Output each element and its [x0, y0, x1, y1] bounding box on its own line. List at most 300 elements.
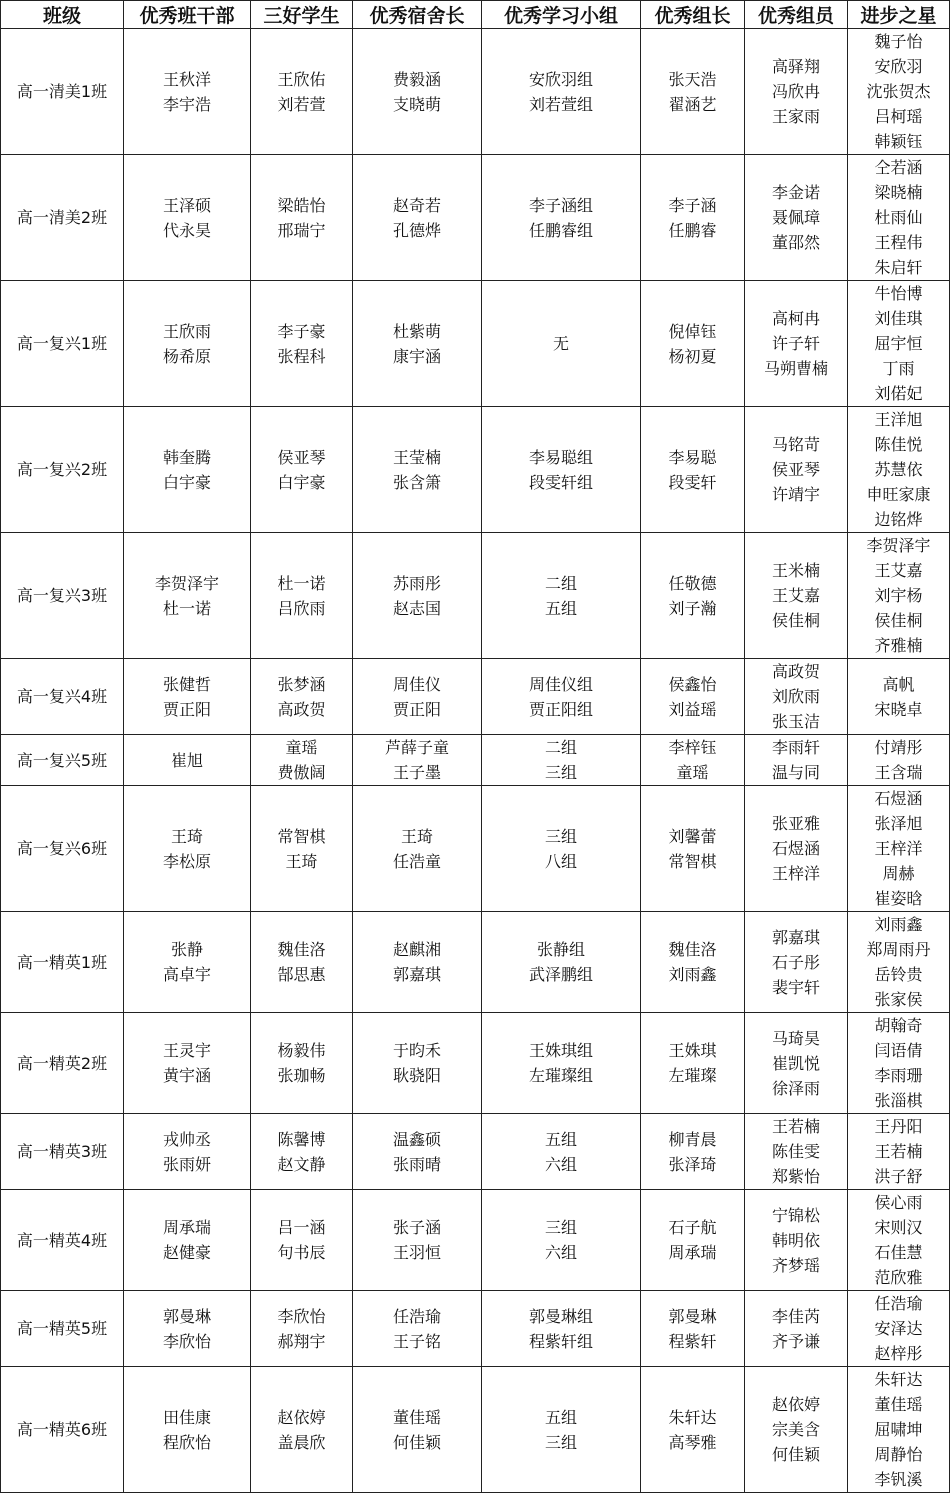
name-entry: 王梓洋: [874, 839, 923, 858]
cadre-cell: [124, 281, 251, 407]
name-entry: 于昀禾: [392, 1041, 441, 1060]
group-member-cell: [745, 155, 848, 281]
name-entry: 侯佳桐: [874, 611, 923, 630]
progress-star-cell: [848, 659, 950, 735]
class-name-cell: 高一复兴5班: [1, 735, 124, 786]
name-entry: 张健哲: [162, 674, 211, 694]
name-entry: 郜思惠: [277, 965, 326, 984]
name-entry: 王家雨: [771, 107, 820, 126]
name-entry: 李子豪: [277, 321, 326, 341]
class-name-cell: 高一复兴6班: [1, 786, 124, 912]
name-entry: 三组: [544, 826, 577, 846]
name-entry: 李易聪: [668, 447, 717, 467]
name-entry: 杜一诺: [277, 573, 326, 593]
name-entry: 田佳康: [162, 1407, 211, 1427]
name-entry: 董佳瑶: [392, 1407, 441, 1427]
name-entry: 石子彤: [771, 952, 820, 972]
name-entry: 王梓洋: [771, 864, 820, 883]
dorm-leader-cell: [353, 281, 482, 407]
name-entry: 无: [552, 334, 569, 353]
cadre-cell: [124, 659, 251, 735]
group-member-cell: [745, 407, 848, 533]
name-entry: 李雨珊: [874, 1066, 923, 1085]
name-entry: 三组: [544, 1218, 577, 1237]
name-entry: 贾正阳: [392, 699, 441, 719]
name-entry: 王洋旭: [874, 410, 923, 429]
name-entry: 齐雅楠: [874, 636, 923, 655]
name-entry: 张静组: [536, 940, 585, 959]
dorm-leader-cell: [353, 735, 482, 786]
name-entry: 崔姿晗: [874, 889, 923, 908]
group-leader-cell: [641, 1291, 745, 1367]
name-entry: 刘若萱组: [528, 94, 593, 114]
name-entry: 张天浩: [668, 69, 717, 89]
name-entry: 王琦: [400, 826, 433, 846]
name-entry: 五组: [544, 598, 577, 618]
name-entry: 王秋洋: [162, 69, 211, 89]
cadre-cell: [124, 912, 251, 1013]
cadre-cell: [124, 407, 251, 533]
study-group-cell: [482, 786, 641, 912]
header-merit-student: 三好学生: [251, 1, 353, 29]
name-entry: 陈佳悦: [874, 435, 923, 454]
name-entry: 任鹏睿组: [528, 220, 593, 240]
name-entry: 费毅涵: [392, 69, 441, 89]
group-leader-cell: [641, 659, 745, 735]
name-entry: 赵依婷: [771, 1395, 820, 1414]
name-entry: 童瑶: [285, 738, 318, 757]
name-entry: 郝翔宇: [277, 1331, 326, 1351]
class-name-cell: 高一精英4班: [1, 1190, 124, 1291]
name-entry: 杜一诺: [162, 598, 211, 618]
name-entry: 安欣羽组: [528, 69, 593, 89]
name-entry: 侯亚琴: [771, 460, 820, 479]
name-entry: 段雯轩组: [528, 472, 593, 492]
name-entry: 段雯轩: [668, 472, 717, 492]
name-entry: 王子墨: [392, 763, 441, 782]
name-entry: 赵文静: [277, 1154, 326, 1174]
name-entry: 周静怡: [874, 1445, 923, 1464]
header-dorm-leader: 优秀宿舍长: [353, 1, 482, 29]
name-entry: 李钒溪: [874, 1470, 923, 1489]
name-entry: 杨希原: [162, 346, 211, 366]
name-entry: 张子涵: [392, 1218, 441, 1237]
study-group-cell: [482, 29, 641, 155]
progress-star-cell: [848, 281, 950, 407]
name-entry: 吕柯瑶: [874, 107, 923, 126]
dorm-leader-cell: [353, 1190, 482, 1291]
dorm-leader-cell: [353, 29, 482, 155]
name-entry: 杨初夏: [668, 346, 717, 366]
name-entry: 王含瑞: [874, 763, 923, 782]
progress-star-cell: [848, 786, 950, 912]
class-name-cell: 高一精英5班: [1, 1291, 124, 1367]
group-member-cell: [745, 1013, 848, 1114]
name-entry: 王程伟: [874, 233, 923, 252]
name-entry: 康宇涵: [392, 346, 441, 366]
name-entry: 武泽鹏组: [528, 965, 593, 984]
name-entry: 任浩瑜: [392, 1306, 441, 1326]
name-entry: 贾正阳组: [528, 699, 593, 719]
name-entry: 李宇浩: [162, 94, 211, 114]
group-leader-cell: [641, 1190, 745, 1291]
name-entry: 常智棋: [668, 851, 717, 871]
merit-student-cell: [251, 281, 353, 407]
name-entry: 杨毅伟: [277, 1041, 326, 1060]
name-entry: 六组: [544, 1243, 577, 1262]
progress-star-cell: [848, 533, 950, 659]
name-entry: 白宇豪: [162, 472, 211, 492]
table-row: [1, 1114, 950, 1190]
name-entry: 郑紫怡: [771, 1167, 820, 1186]
name-entry: 高政贺: [771, 662, 820, 681]
name-entry: 石煜涵: [874, 789, 923, 808]
name-entry: 张家侯: [874, 990, 923, 1009]
name-entry: 张玉洁: [771, 712, 820, 731]
class-name-cell: 高一精英3班: [1, 1114, 124, 1190]
name-entry: 左璀璨组: [528, 1066, 593, 1085]
name-entry: 张程科: [277, 346, 326, 366]
name-entry: 丁雨: [882, 359, 915, 378]
table-row: [1, 1291, 950, 1367]
name-entry: 仝若涵: [874, 158, 923, 177]
study-group-cell: [482, 281, 641, 407]
class-name-cell: 高一清美2班: [1, 155, 124, 281]
name-entry: 石子航: [668, 1218, 717, 1237]
group-leader-cell: [641, 1367, 745, 1493]
header-row: [1, 1, 950, 29]
name-entry: 何佳颖: [771, 1445, 820, 1464]
name-entry: 王丹阳: [874, 1117, 923, 1136]
name-entry: 李子涵组: [528, 195, 593, 215]
name-entry: 李贺泽宇: [866, 536, 931, 555]
name-entry: 周佳仪: [392, 674, 441, 694]
group-leader-cell: [641, 29, 745, 155]
merit-student-cell: [251, 1291, 353, 1367]
name-entry: 崔凯悦: [771, 1053, 820, 1073]
name-entry: 郭嘉琪: [392, 965, 441, 984]
class-name-cell: 高一复兴3班: [1, 533, 124, 659]
name-entry: 陈佳雯: [771, 1142, 820, 1161]
header-study-group: 优秀学习小组: [482, 1, 641, 29]
name-entry: 刘若萱: [277, 94, 326, 114]
name-entry: 董邵然: [771, 233, 820, 252]
name-entry: 沈张贺杰: [866, 82, 931, 101]
name-entry: 刘子瀚: [668, 598, 717, 618]
cadre-cell: [124, 533, 251, 659]
name-entry: 马铭苛: [771, 435, 820, 454]
cadre-cell: [124, 735, 251, 786]
name-entry: 倪倬钰: [668, 321, 717, 341]
name-entry: 韩明依: [771, 1230, 820, 1250]
class-name-cell: 高一精英2班: [1, 1013, 124, 1114]
name-entry: 朱轩达: [668, 1407, 717, 1427]
name-entry: 张梦涵: [277, 674, 326, 694]
cadre-cell: [124, 1013, 251, 1114]
table-row: [1, 735, 950, 786]
study-group-cell: [482, 912, 641, 1013]
progress-star-cell: [848, 1013, 950, 1114]
name-entry: 裴宇轩: [771, 977, 820, 997]
header-group-leader: 优秀组长: [641, 1, 745, 29]
name-entry: 韩奎腾: [162, 447, 211, 467]
table-row: [1, 533, 950, 659]
merit-student-cell: [251, 407, 353, 533]
name-entry: 张泽琦: [668, 1154, 717, 1174]
name-entry: 杜雨仙: [874, 208, 923, 227]
study-group-cell: [482, 155, 641, 281]
merit-student-cell: [251, 533, 353, 659]
group-member-cell: [745, 735, 848, 786]
name-entry: 齐予谦: [771, 1331, 820, 1351]
study-group-cell: [482, 1367, 641, 1493]
name-entry: 申旺家康: [866, 485, 931, 504]
name-entry: 张雨晴: [392, 1154, 441, 1174]
name-entry: 张亚雅: [771, 814, 820, 833]
name-entry: 贾正阳: [162, 699, 211, 719]
name-entry: 陈馨博: [277, 1129, 326, 1149]
name-entry: 张雨妍: [162, 1154, 211, 1174]
progress-star-cell: [848, 735, 950, 786]
name-entry: 安欣羽: [874, 57, 923, 76]
name-entry: 二组: [544, 573, 577, 593]
name-entry: 宋则汉: [874, 1218, 923, 1237]
table-row: [1, 659, 950, 735]
name-entry: 王泽硕: [162, 195, 211, 215]
name-entry: 三组: [544, 1432, 577, 1452]
name-entry: 高柯冉: [771, 309, 820, 328]
name-entry: 李贺泽宇: [154, 573, 219, 593]
study-group-cell: [482, 1013, 641, 1114]
name-entry: 侯心雨: [874, 1193, 923, 1212]
name-entry: 句书辰: [277, 1243, 326, 1262]
class-name-cell: 高一精英1班: [1, 912, 124, 1013]
merit-student-cell: [251, 29, 353, 155]
name-entry: 李佳芮: [771, 1306, 820, 1326]
group-leader-cell: [641, 1013, 745, 1114]
name-entry: 程紫轩: [668, 1331, 717, 1351]
merit-student-cell: [251, 1013, 353, 1114]
name-entry: 岳铃贵: [874, 965, 923, 984]
name-entry: 侯鑫怡: [668, 674, 717, 694]
name-entry: 郭嘉琪: [771, 927, 820, 947]
progress-star-cell: [848, 1367, 950, 1493]
name-entry: 吕欣雨: [277, 598, 326, 618]
name-entry: 牛怡博: [874, 284, 923, 303]
group-member-cell: [745, 533, 848, 659]
group-member-cell: [745, 29, 848, 155]
name-entry: 刘欣雨: [771, 687, 820, 706]
name-entry: 王羽恒: [392, 1243, 441, 1262]
name-entry: 高驿翔: [771, 57, 820, 76]
cadre-cell: [124, 29, 251, 155]
name-entry: 左璀璨: [668, 1066, 717, 1085]
study-group-cell: [482, 533, 641, 659]
group-leader-cell: [641, 533, 745, 659]
name-entry: 刘宇杨: [874, 586, 923, 605]
table-row: [1, 1013, 950, 1114]
name-entry: 胡翰奇: [874, 1016, 923, 1035]
merit-student-cell: [251, 659, 353, 735]
name-entry: 王琦: [285, 851, 318, 871]
merit-student-cell: [251, 1190, 353, 1291]
name-entry: 徐泽雨: [771, 1078, 820, 1098]
table-row: [1, 29, 950, 155]
name-entry: 任浩童: [392, 851, 441, 871]
group-leader-cell: [641, 407, 745, 533]
name-entry: 李易聪组: [528, 447, 593, 467]
name-entry: 苏雨彤: [392, 573, 441, 593]
name-entry: 张珈畅: [277, 1066, 326, 1085]
dorm-leader-cell: [353, 1367, 482, 1493]
table-row: [1, 912, 950, 1013]
name-entry: 赵梓彤: [874, 1344, 923, 1363]
name-entry: 王若楠: [874, 1142, 923, 1161]
name-entry: 戎帅丞: [162, 1129, 211, 1149]
name-entry: 苏慧依: [874, 460, 923, 479]
merit-student-cell: [251, 786, 353, 912]
group-member-cell: [745, 1367, 848, 1493]
table-row: [1, 786, 950, 912]
table-row: [1, 1367, 950, 1493]
name-entry: 耿骁阳: [392, 1066, 441, 1085]
name-entry: 温与同: [771, 763, 820, 782]
name-entry: 孔德烨: [392, 220, 441, 240]
name-entry: 五组: [544, 1129, 577, 1149]
name-entry: 张含箫: [392, 472, 441, 492]
merit-student-cell: [251, 155, 353, 281]
class-name-cell: 高一清美1班: [1, 29, 124, 155]
name-entry: 张淄棋: [874, 1091, 923, 1110]
name-entry: 王莹楠: [392, 447, 441, 467]
name-entry: 赵健豪: [162, 1243, 211, 1262]
group-leader-cell: [641, 735, 745, 786]
name-entry: 李金诺: [771, 183, 820, 202]
name-entry: 冯欣冉: [771, 82, 820, 101]
name-entry: 王姝琪组: [528, 1041, 593, 1060]
study-group-cell: [482, 659, 641, 735]
name-entry: 刘雨鑫: [874, 915, 923, 934]
name-entry: 李梓钰: [668, 738, 717, 757]
cadre-cell: [124, 786, 251, 912]
name-entry: 梁晓楠: [874, 183, 923, 202]
name-entry: 郭曼琳组: [528, 1306, 593, 1326]
name-entry: 赵麒湘: [392, 940, 441, 959]
name-entry: 王艾嘉: [874, 561, 923, 580]
study-group-cell: [482, 1291, 641, 1367]
dorm-leader-cell: [353, 1114, 482, 1190]
name-entry: 周佳仪组: [528, 674, 593, 694]
class-name-cell: 高一复兴1班: [1, 281, 124, 407]
header-cadre: 优秀班干部: [124, 1, 251, 29]
name-entry: 洪子舒: [874, 1167, 923, 1186]
name-entry: 李松原: [162, 851, 211, 871]
name-entry: 黄宇涵: [162, 1066, 211, 1085]
name-entry: 魏佳洛: [277, 940, 326, 959]
merit-student-cell: [251, 735, 353, 786]
group-leader-cell: [641, 1114, 745, 1190]
name-entry: 侯亚琴: [277, 447, 326, 467]
name-entry: 安泽达: [874, 1319, 923, 1338]
group-leader-cell: [641, 786, 745, 912]
table-body: [1, 29, 950, 1493]
group-leader-cell: [641, 281, 745, 407]
name-entry: 闫语倩: [874, 1041, 923, 1060]
name-entry: 石佳慧: [874, 1243, 923, 1262]
progress-star-cell: [848, 29, 950, 155]
name-entry: 杜紫萌: [392, 321, 441, 341]
class-name-cell: 高一复兴2班: [1, 407, 124, 533]
group-member-cell: [745, 659, 848, 735]
name-entry: 王欣雨: [162, 321, 211, 341]
group-leader-cell: [641, 912, 745, 1013]
name-entry: 赵奇若: [392, 195, 441, 215]
name-entry: 何佳颖: [392, 1432, 441, 1452]
name-entry: 高政贺: [277, 699, 326, 719]
name-entry: 赵依婷: [277, 1407, 326, 1427]
group-member-cell: [745, 1114, 848, 1190]
merit-student-cell: [251, 1114, 353, 1190]
name-entry: 边铭烨: [874, 510, 923, 529]
name-entry: 二组: [544, 738, 577, 757]
cadre-cell: [124, 1114, 251, 1190]
group-member-cell: [745, 281, 848, 407]
name-entry: 盖晨欣: [277, 1432, 326, 1452]
class-name-cell: 高一精英6班: [1, 1367, 124, 1493]
name-entry: 董佳瑶: [874, 1395, 923, 1414]
name-entry: 朱轩达: [874, 1370, 923, 1389]
name-entry: 周承瑞: [162, 1218, 211, 1237]
name-entry: 王子铭: [392, 1331, 441, 1351]
group-leader-cell: [641, 155, 745, 281]
cadre-cell: [124, 1190, 251, 1291]
name-entry: 刘益瑶: [668, 699, 717, 719]
dorm-leader-cell: [353, 1291, 482, 1367]
name-entry: 童瑶: [676, 763, 709, 782]
name-entry: 任敬德: [668, 573, 717, 593]
name-entry: 李雨轩: [771, 738, 820, 757]
header-progress-star: 进步之星: [848, 1, 950, 29]
cadre-cell: [124, 1291, 251, 1367]
name-entry: 六组: [544, 1154, 577, 1174]
name-entry: 王若楠: [771, 1117, 820, 1136]
name-entry: 韩颖钰: [874, 132, 923, 151]
name-entry: 费傲阔: [277, 763, 326, 782]
name-entry: 王灵宇: [162, 1041, 211, 1060]
name-entry: 翟涵艺: [668, 94, 717, 114]
name-entry: 王艾嘉: [771, 586, 820, 605]
name-entry: 八组: [544, 851, 577, 871]
cadre-cell: [124, 155, 251, 281]
name-entry: 白宇豪: [277, 472, 326, 492]
group-member-cell: [745, 1190, 848, 1291]
name-entry: 屈啸坤: [874, 1420, 923, 1439]
progress-star-cell: [848, 407, 950, 533]
name-entry: 宁锦松: [771, 1205, 820, 1225]
dorm-leader-cell: [353, 533, 482, 659]
name-entry: 马朔曹楠: [763, 359, 828, 378]
name-entry: 代永昊: [162, 220, 211, 240]
table-row: [1, 281, 950, 407]
name-entry: 郭曼琳: [162, 1306, 211, 1326]
name-entry: 侯佳桐: [771, 611, 820, 630]
name-entry: 赵志国: [392, 598, 441, 618]
name-entry: 石煜涵: [771, 839, 820, 858]
class-name-cell: 高一复兴4班: [1, 659, 124, 735]
name-entry: 张泽旭: [874, 814, 923, 833]
name-entry: 程欣怡: [162, 1432, 211, 1452]
dorm-leader-cell: [353, 1013, 482, 1114]
